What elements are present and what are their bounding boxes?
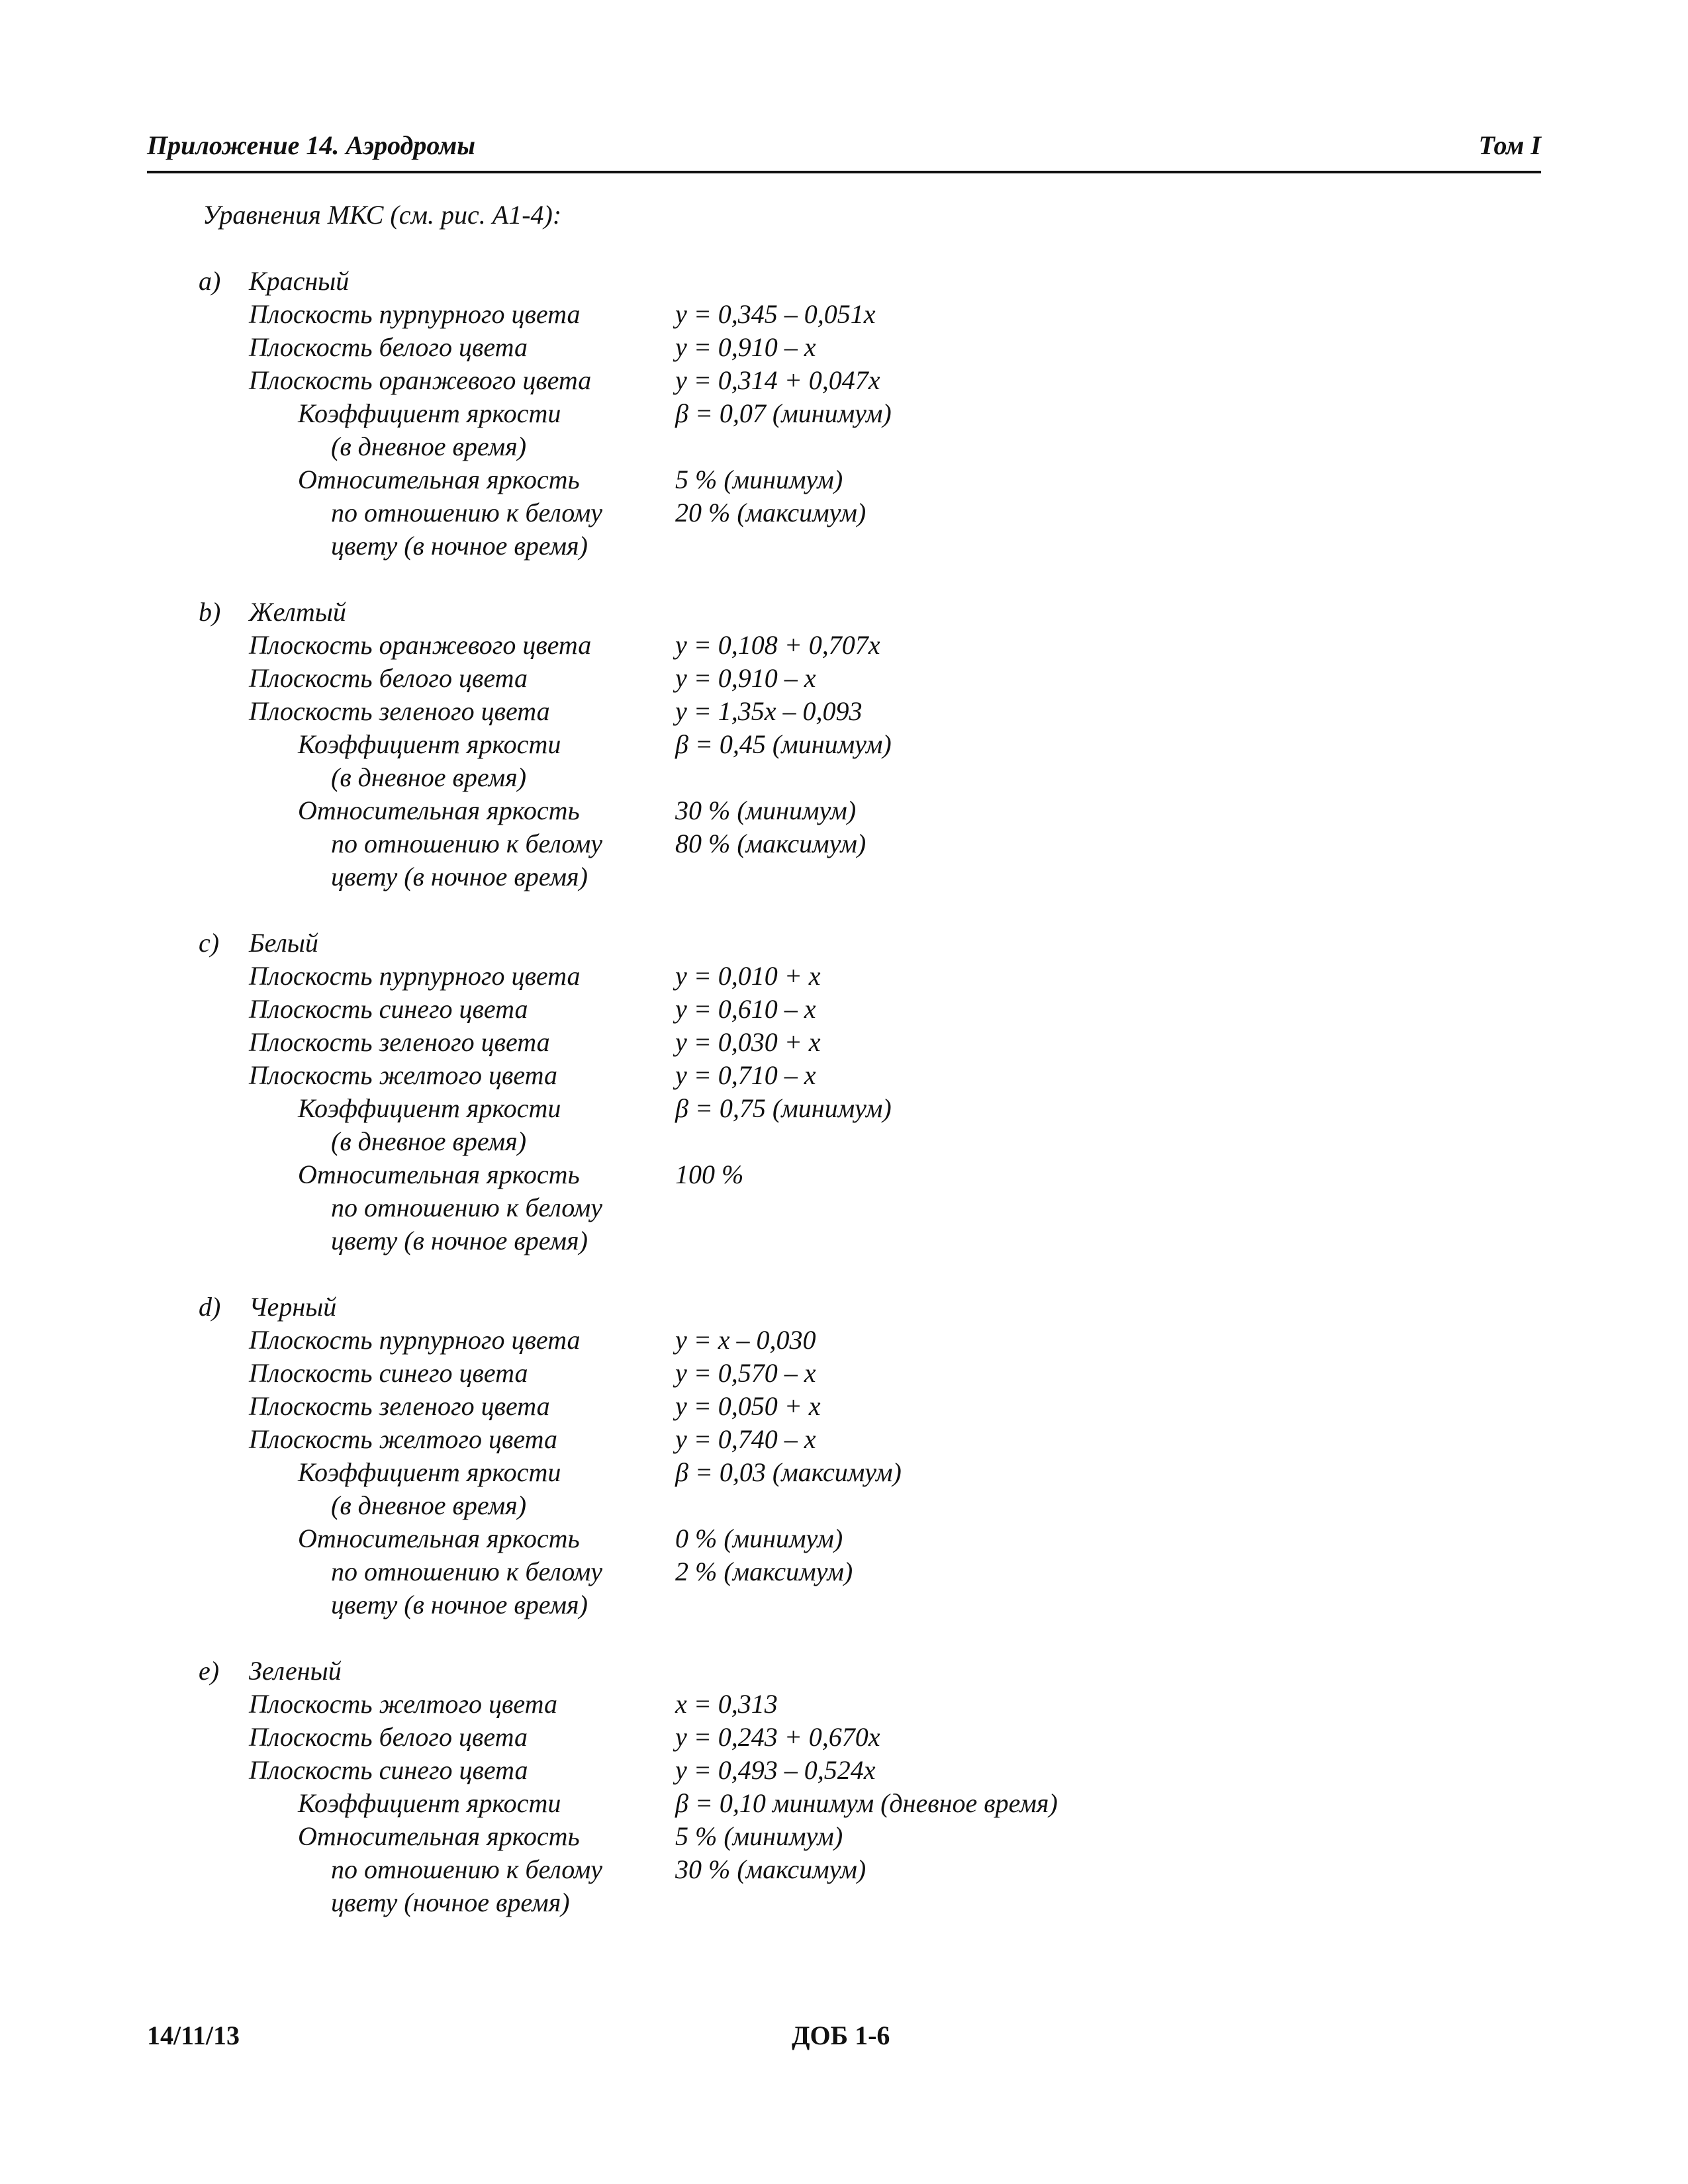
section-heading xyxy=(0,1655,1688,1688)
equation-row xyxy=(0,1158,1688,1191)
row-label: (в дневное время) xyxy=(331,432,527,461)
row-value: β = 0,45 (минимум) xyxy=(675,729,892,759)
equation-row xyxy=(0,1588,1688,1621)
color-section xyxy=(0,1291,1688,1621)
equation-row xyxy=(0,364,1688,397)
row-value: y = 0,030 + x xyxy=(675,1027,821,1057)
equation-row xyxy=(0,662,1688,695)
row-value: 5 % (минимум) xyxy=(675,1821,843,1851)
section-marker: e) xyxy=(199,1656,220,1686)
row-label: Плоскость белого цвета xyxy=(249,1722,528,1752)
equation-row xyxy=(0,1390,1688,1423)
row-value: β = 0,10 минимум (дневное время) xyxy=(675,1788,1058,1818)
row-value: y = 0,910 – x xyxy=(675,663,816,693)
row-label: Плоскость пурпурного цвета xyxy=(249,1325,581,1355)
equation-row xyxy=(0,1125,1688,1158)
row-label: Плоскость пурпурного цвета xyxy=(249,961,581,991)
row-label: Относительная яркость xyxy=(298,1821,580,1851)
footer-date: 14/11/13 xyxy=(147,2021,240,2050)
row-value: 30 % (максимум) xyxy=(675,1854,867,1884)
row-value: β = 0,75 (минимум) xyxy=(675,1093,892,1123)
row-label: цвету (ночное время) xyxy=(331,1888,570,1917)
row-value: y = 0,345 – 0,051x xyxy=(675,299,876,329)
row-label: Относительная яркость xyxy=(298,796,580,825)
equation-row xyxy=(0,1026,1688,1059)
equation-row xyxy=(0,430,1688,463)
footer-page-number: ДОБ 1-6 xyxy=(792,2021,890,2050)
color-equations xyxy=(0,265,1688,1952)
row-label: по отношению к белому xyxy=(331,1557,602,1586)
equation-row xyxy=(0,1522,1688,1555)
section-title: Белый xyxy=(249,928,318,958)
row-label: Плоскость пурпурного цвета xyxy=(249,299,581,329)
row-label: Плоскость оранжевого цвета xyxy=(249,630,592,660)
row-value: 0 % (минимум) xyxy=(675,1524,843,1553)
equation-row xyxy=(0,1787,1688,1820)
color-section xyxy=(0,1655,1688,1919)
row-label: (в дневное время) xyxy=(331,1126,527,1156)
equation-row xyxy=(0,960,1688,993)
row-label: Плоскость белого цвета xyxy=(249,332,528,362)
row-value: y = 0,610 – x xyxy=(675,994,816,1024)
equation-row xyxy=(0,695,1688,728)
row-value: 100 % xyxy=(675,1160,744,1189)
equation-row xyxy=(0,1886,1688,1919)
row-value: y = 0,010 + x xyxy=(675,961,821,991)
equation-row xyxy=(0,728,1688,761)
section-title: Зеленый xyxy=(249,1656,342,1686)
row-value: y = 0,493 – 0,524x xyxy=(675,1755,876,1785)
equation-row xyxy=(0,1489,1688,1522)
equation-row xyxy=(0,1357,1688,1390)
equation-row xyxy=(0,1754,1688,1787)
equation-row xyxy=(0,1721,1688,1754)
row-label: по отношению к белому xyxy=(331,829,602,858)
equation-row xyxy=(0,1820,1688,1853)
row-label: Относительная яркость xyxy=(298,1524,580,1553)
intro-text: Уравнения МКС (см. рис. А1-4): xyxy=(203,200,562,230)
row-value: 5 % (минимум) xyxy=(675,465,843,494)
equation-row xyxy=(0,1688,1688,1721)
row-label: цвету (в ночное время) xyxy=(331,862,588,891)
row-value: y = x – 0,030 xyxy=(675,1325,816,1355)
row-label: Коэффициент яркости xyxy=(298,398,561,428)
equation-row xyxy=(0,1853,1688,1886)
equation-row xyxy=(0,1423,1688,1456)
row-value: 30 % (минимум) xyxy=(675,796,857,825)
equation-row xyxy=(0,860,1688,893)
row-value: y = 0,740 – x xyxy=(675,1424,816,1454)
equation-row xyxy=(0,794,1688,827)
row-value: 2 % (максимум) xyxy=(675,1557,853,1586)
row-value: y = 0,314 + 0,047x xyxy=(675,365,880,395)
section-title: Красный xyxy=(249,266,350,296)
row-value: 80 % (максимум) xyxy=(675,829,867,858)
row-label: Коэффициент яркости xyxy=(298,1457,561,1487)
row-label: Плоскость синего цвета xyxy=(249,994,528,1024)
equation-row xyxy=(0,1324,1688,1357)
equation-row xyxy=(0,993,1688,1026)
row-label: Плоскость зеленого цвета xyxy=(249,1391,550,1421)
equation-row xyxy=(0,1059,1688,1092)
row-label: (в дневное время) xyxy=(331,1490,527,1520)
row-label: Плоскость синего цвета xyxy=(249,1358,528,1388)
equation-row xyxy=(0,761,1688,794)
color-section xyxy=(0,927,1688,1257)
equation-row xyxy=(0,529,1688,563)
section-heading xyxy=(0,1291,1688,1324)
equation-row xyxy=(0,827,1688,860)
color-section xyxy=(0,596,1688,893)
row-value: y = 1,35x – 0,093 xyxy=(675,696,863,726)
section-title: Желтый xyxy=(249,597,346,627)
row-label: Плоскость синего цвета xyxy=(249,1755,528,1785)
header-rule xyxy=(147,171,1541,173)
row-label: по отношению к белому xyxy=(331,1193,602,1222)
row-value: y = 0,570 – x xyxy=(675,1358,816,1388)
section-heading xyxy=(0,927,1688,960)
row-value: β = 0,03 (максимум) xyxy=(675,1457,902,1487)
row-label: Плоскость желтого цвета xyxy=(249,1689,557,1719)
row-label: Плоскость оранжевого цвета xyxy=(249,365,592,395)
section-marker: a) xyxy=(199,266,221,296)
equation-row xyxy=(0,496,1688,529)
equation-row xyxy=(0,1555,1688,1588)
row-label: по отношению к белому xyxy=(331,498,602,527)
row-label: цвету (в ночное время) xyxy=(331,531,588,561)
row-label: Коэффициент яркости xyxy=(298,1093,561,1123)
row-label: цвету (в ночное время) xyxy=(331,1590,588,1619)
row-label: Плоскость белого цвета xyxy=(249,663,528,693)
section-marker: c) xyxy=(199,928,220,958)
row-value: y = 0,243 + 0,670x xyxy=(675,1722,880,1752)
row-value: y = 0,108 + 0,707x xyxy=(675,630,880,660)
section-title: Черный xyxy=(249,1292,337,1322)
equation-row xyxy=(0,298,1688,331)
row-label: Коэффициент яркости xyxy=(298,1788,561,1818)
row-label: Плоскость зеленого цвета xyxy=(249,1027,550,1057)
equation-row xyxy=(0,629,1688,662)
row-value: x = 0,313 xyxy=(675,1689,778,1719)
color-section xyxy=(0,265,1688,563)
row-label: Плоскость желтого цвета xyxy=(249,1060,557,1090)
row-label: Относительная яркость xyxy=(298,465,580,494)
equation-row xyxy=(0,1224,1688,1257)
equation-row xyxy=(0,1191,1688,1224)
section-marker: d) xyxy=(199,1292,221,1322)
section-marker: b) xyxy=(199,597,221,627)
row-value: 20 % (максимум) xyxy=(675,498,867,527)
equation-row xyxy=(0,1456,1688,1489)
section-heading xyxy=(0,265,1688,298)
row-label: (в дневное время) xyxy=(331,762,527,792)
row-label: Плоскость желтого цвета xyxy=(249,1424,557,1454)
row-value: β = 0,07 (минимум) xyxy=(675,398,892,428)
row-label: цвету (в ночное время) xyxy=(331,1226,588,1255)
row-value: y = 0,710 – x xyxy=(675,1060,816,1090)
row-label: Относительная яркость xyxy=(298,1160,580,1189)
equation-row xyxy=(0,331,1688,364)
equation-row xyxy=(0,1092,1688,1125)
running-header-volume: Том I xyxy=(1478,130,1541,160)
section-heading xyxy=(0,596,1688,629)
row-label: Плоскость зеленого цвета xyxy=(249,696,550,726)
equation-row xyxy=(0,463,1688,496)
row-label: по отношению к белому xyxy=(331,1854,602,1884)
equation-row xyxy=(0,397,1688,430)
running-header-title: Приложение 14. Аэродромы xyxy=(147,130,476,160)
row-value: y = 0,910 – x xyxy=(675,332,816,362)
row-label: Коэффициент яркости xyxy=(298,729,561,759)
row-value: y = 0,050 + x xyxy=(675,1391,821,1421)
